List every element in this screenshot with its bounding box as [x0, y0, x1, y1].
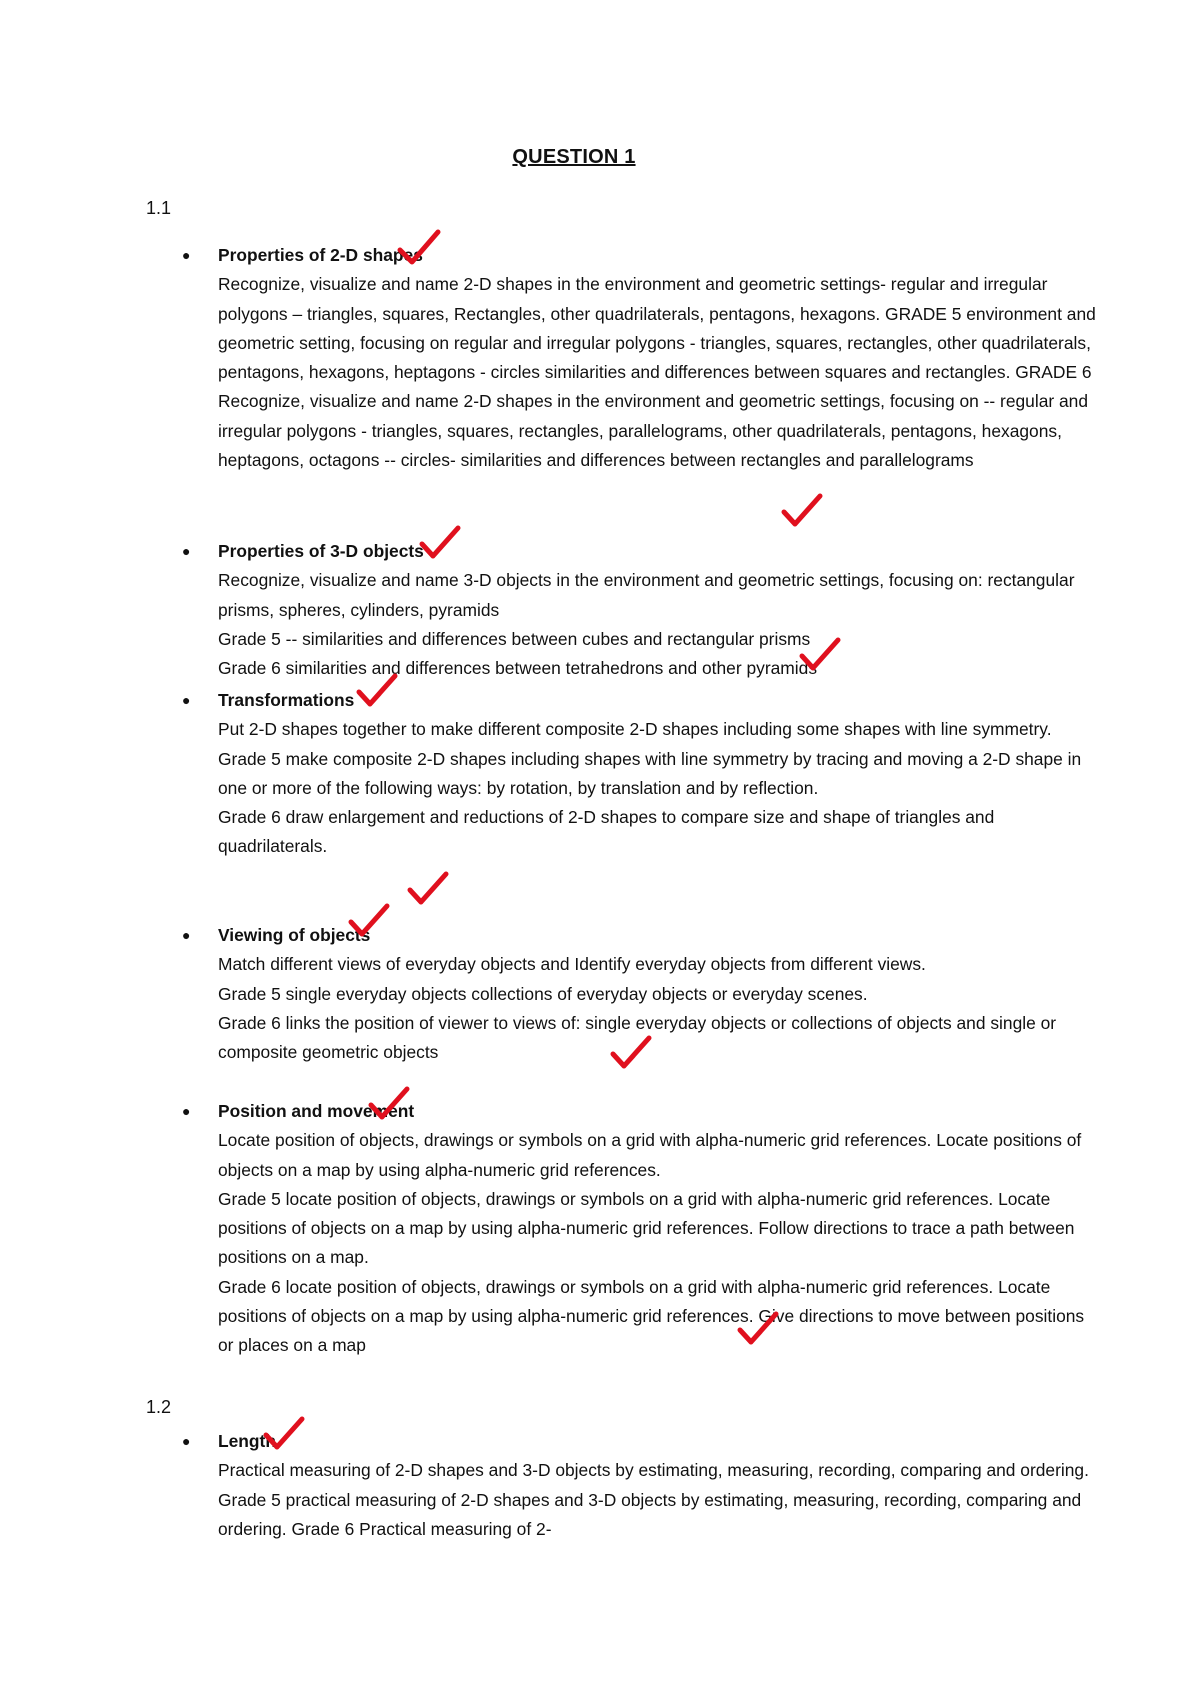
item-paragraph: Grade 5 make composite 2-D shapes including shapes with line symmetry by tracing and moving a 2-D shape in one or more of the following ways: by rotation, by translation and by reflection.: [218, 748, 1082, 798]
item-paragraph: Grade 6 draw enlargement and reductions of 2-D shapes to compare size and shape of triangles and quadrilaterals.: [218, 807, 995, 857]
list-item: [182, 686, 1098, 862]
section-number: 1.2: [146, 1397, 172, 1417]
item-paragraph: Practical measuring of 2-D shapes and 3-D objects by estimating, measuring, recording, comparing and ordering. Grade 5 practical measuring of 2-D shapes and 3-D objects by estimating, measuring, recording, comparing and ordering. Grade 6 Practical measuring of 2-: [218, 1460, 1089, 1539]
check-mark-icon: [406, 868, 450, 908]
item-paragraph: Grade 6 links the position of viewer to views of: single everyday objects or collections of objects and single or composite geometric objects: [218, 1012, 1057, 1063]
list-item: [182, 1097, 1098, 1361]
bullet-icon: ●: [182, 1433, 191, 1449]
item-paragraph: Locate position of objects, drawings or symbols on a grid with alpha-numeric grid references. Locate positions of objects on a map by using alpha-numeric grid references.: [218, 1130, 1082, 1180]
list-item: [182, 921, 1098, 1067]
check-mark-icon: [396, 226, 440, 266]
check-mark-icon: [347, 900, 391, 940]
bullet-icon: ●: [182, 927, 191, 943]
item-paragraph: Grade 6 similarities and differences between tetrahedrons and other pyramids: [218, 658, 818, 679]
list-item: [182, 537, 1098, 683]
item-paragraph: Grade 5 locate position of objects, drawings or symbols on a grid with alpha-numeric grid references. Locate positions of objects on a map by using alpha-numeric grid references. Follow directions to trace a path between positions on a map.: [218, 1188, 1075, 1268]
check-mark-icon: [736, 1308, 780, 1348]
item-paragraph: Recognize, visualize and name 3-D objects in the environment and geometric settings, focusing on: rectangular prisms, spheres, cylinders, pyramids: [218, 570, 1075, 620]
bullet-icon: ●: [182, 1103, 191, 1119]
bullet-icon: ●: [182, 543, 191, 559]
item-paragraph: Grade 5 single everyday objects collections of everyday objects or everyday scenes.: [218, 983, 868, 1004]
item-heading: Viewing of objects: [218, 925, 371, 945]
list-item: [182, 241, 1098, 475]
check-mark-icon: [367, 1083, 411, 1123]
list-item: [182, 1427, 1098, 1544]
item-paragraph: Recognize, visualize and name 2-D shapes in the environment and geometric settings- regular and irregular polygons – triangles, squares, Rectangles, other quadrilaterals, pentagons, hexagons. GRADE 5 environment and geometric setting, focusing on regular and irregular polygons - triangles, squares, rectangles, other quadrilaterals, pentagons, hexagons, heptagons - circles similarities and differences between squares and rectangles. GRADE 6 Recognize, visualize and name 2-D shapes in the environment and geometric settings, focusing on -- regular and irregular polygons - triangles, squares, rectangles, parallelograms, other quadrilaterals, pentagons, hexagons, heptagons, octagons -- circles- similarities and differences between rectangles and parallelograms: [218, 274, 1096, 471]
bullet-icon: ●: [182, 247, 191, 263]
item-heading: Length: [218, 1431, 276, 1451]
check-mark-icon: [609, 1032, 653, 1072]
section-number: 1.1: [146, 198, 172, 218]
check-mark-icon: [418, 522, 462, 562]
item-heading: Properties of 2-D shapes: [218, 245, 423, 265]
item-heading: Transformations: [218, 690, 355, 710]
bullet-icon: ●: [182, 692, 191, 708]
item-paragraph: Put 2-D shapes together to make different composite 2-D shapes including some shapes with line symmetry.: [218, 719, 1052, 740]
item-heading: Properties of 3-D objects: [218, 541, 424, 561]
page-title: QUESTION 1: [512, 146, 636, 168]
check-mark-icon: [355, 670, 399, 710]
item-paragraph: Match different views of everyday objects and Identify everyday objects from different views.: [218, 954, 926, 975]
item-paragraph: Grade 5 -- similarities and differences between cubes and rectangular prisms: [218, 628, 811, 649]
check-mark-icon: [262, 1413, 306, 1453]
item-heading: Position and movement: [218, 1101, 415, 1121]
item-paragraph: Grade 6 locate position of objects, drawings or symbols on a grid with alpha-numeric grid references. Locate positions of objects on a map by using alpha-numeric grid references. Give directions to move between positions or places on a map: [218, 1276, 1085, 1356]
check-mark-icon: [798, 634, 842, 674]
check-mark-icon: [780, 490, 824, 530]
